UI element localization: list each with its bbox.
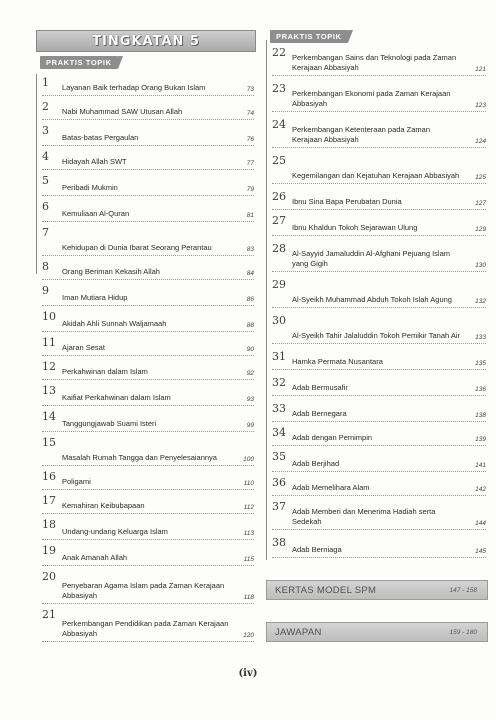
toc-entry-number: 21 (42, 608, 56, 621)
toc-entry-page: 79 (246, 186, 254, 193)
toc-entry[interactable] (42, 410, 254, 432)
toc-entry-number: 37 (272, 500, 286, 513)
toc-entry-number: 25 (272, 154, 286, 167)
toc-entry[interactable] (272, 214, 486, 236)
toc-entry-page: 127 (475, 200, 486, 207)
toc-entry-title: Adab dengan Pemimpin (292, 433, 373, 442)
toc-entry-title: Hamka Permata Nusantara (292, 357, 383, 366)
toc-entry-number: 14 (42, 410, 56, 423)
toc-entry-title: Adab Berjihad (292, 459, 340, 468)
toc-entry[interactable] (42, 100, 254, 120)
toc-entry[interactable] (272, 500, 486, 530)
toc-entry[interactable] (42, 470, 254, 490)
toc-entry-page: 81 (246, 212, 254, 219)
toc-entry-page: 142 (475, 486, 486, 493)
toc-entry-title: Kegemilangan dan Kejatuhan Kerajaan Abbasiyah (292, 171, 460, 180)
toc-entry-title: Al-Syeikh Muhammad Abduh Tokoh Islah Agung (292, 295, 452, 304)
section-kertas-model-spm[interactable] (266, 580, 488, 600)
toc-entry[interactable] (272, 402, 486, 422)
toc-entry-number: 23 (272, 82, 286, 95)
toc-entry-number: 17 (42, 494, 56, 507)
toc-entry-page: 100 (243, 456, 254, 463)
toc-entry-title: Kaifiat Perkahwinan dalam Islam (62, 393, 171, 402)
toc-entry-title: Masalah Rumah Tangga dan Penyelesaiannya (62, 453, 217, 462)
toc-entry-title: Ibnu Khaldun Tokoh Sejarawan Ulung (292, 223, 418, 232)
page-number: (iv) (238, 668, 258, 679)
toc-entry[interactable] (42, 200, 254, 222)
toc-entry-number: 5 (42, 174, 49, 187)
toc-entry[interactable] (272, 376, 486, 396)
toc-entry-number: 36 (272, 476, 286, 489)
toc-entry-number: 33 (272, 402, 286, 415)
toc-entry-page: 130 (475, 262, 486, 269)
toc-entry-page: 90 (246, 346, 254, 353)
toc-entry-page: 112 (243, 504, 254, 511)
praktis-topik-tag-right: PRAKTIS TOPIK (270, 30, 348, 43)
toc-entry-number: 9 (42, 284, 49, 297)
toc-entry-page: 115 (243, 556, 254, 563)
toc-entry-title: Iman Mutiara Hidup (62, 293, 128, 302)
toc-entry-page: 133 (475, 334, 486, 341)
toc-entry-page: 144 (475, 520, 486, 527)
toc-entry-page: 73 (246, 86, 254, 93)
toc-entry[interactable] (272, 536, 486, 558)
toc-entry-title: Hidayah Allah SWT (62, 157, 127, 166)
toc-entry-title: Poligami (62, 477, 91, 486)
toc-entry-page: 74 (246, 110, 254, 117)
toc-entry-page: 138 (475, 412, 486, 419)
toc-entry-page: 139 (475, 436, 486, 443)
toc-entry-number: 1 (42, 76, 49, 89)
toc-entry-page: 123 (475, 102, 486, 109)
banner-title: TINGKATAN 5 (36, 30, 256, 52)
toc-entry-number: 19 (42, 544, 56, 557)
toc-entry-title: Ajaran Sesat (62, 343, 105, 352)
toc-entry-number: 11 (42, 336, 56, 349)
toc-entry-title: Kemuliaan Al-Quran (62, 209, 130, 218)
toc-entry[interactable] (42, 260, 254, 280)
toc-entry-number: 2 (42, 100, 49, 113)
toc-entry-page: 76 (246, 136, 254, 143)
toc-entry-title: Layanan Baik terhadap Orang Bukan Islam (62, 83, 206, 92)
toc-entry[interactable] (272, 118, 486, 148)
toc-entry-title: Kehidupan di Dunia Ibarat Seorang Perantau (62, 243, 212, 252)
toc-entry[interactable] (42, 310, 254, 332)
toc-entry-page: 136 (475, 386, 486, 393)
toc-entry[interactable] (42, 518, 254, 540)
toc-entry-number: 10 (42, 310, 56, 323)
toc-entry-title: Perkahwinan dalam Islam (62, 367, 148, 376)
toc-entry-number: 22 (272, 46, 286, 59)
toc-entry-number: 27 (272, 214, 286, 227)
praktis-topik-tag-left: PRAKTIS TOPIK (40, 56, 118, 69)
toc-entry-title: Adab Memberi dan Menerima Hadiah serta Sedekah (292, 507, 436, 526)
toc-entry-page: 84 (246, 270, 254, 277)
toc-entry-number: 20 (42, 570, 56, 583)
toc-entry-title: Peribadi Mukmin (62, 183, 118, 192)
toc-entry-title: Nabi Muhammad SAW Utusan Allah (62, 107, 183, 116)
toc-entry-page: 135 (475, 360, 486, 367)
toc-entry[interactable] (272, 476, 486, 496)
toc-entry[interactable] (272, 154, 486, 184)
toc-entry-page: 92 (246, 370, 254, 377)
section-label: KERTAS MODEL SPM (275, 584, 377, 596)
toc-entry-page: 88 (246, 322, 254, 329)
toc-entry-number: 3 (42, 124, 49, 137)
section-label: JAWAPAN (275, 626, 322, 638)
toc-entry-page: 118 (243, 594, 254, 601)
toc-entry-number: 34 (272, 426, 286, 439)
left-column-rule (36, 74, 37, 274)
toc-entry-number: 7 (42, 226, 49, 239)
toc-entry-title: Al-Syeikh Tahir Jalaluddin Tokoh Pemikir Tanah Air (292, 331, 461, 340)
toc-entry-number: 30 (272, 314, 286, 327)
toc-entry[interactable] (272, 190, 486, 210)
toc-entry-number: 31 (272, 350, 286, 363)
toc-entry[interactable] (42, 384, 254, 406)
toc-entry-number: 24 (272, 118, 286, 131)
toc-entry[interactable] (42, 608, 254, 642)
section-page-range: 159 - 180 (449, 628, 477, 636)
toc-entry-page: 86 (246, 296, 254, 303)
toc-entry-number: 8 (42, 260, 49, 273)
toc-entry-number: 12 (42, 360, 56, 373)
toc-entry-page: 77 (246, 160, 254, 167)
toc-entry-title: Penyebaran Agama Islam pada Zaman Kerajaan Abbasiyah (62, 581, 225, 600)
toc-entry[interactable] (42, 570, 254, 604)
toc-entry-page: 110 (243, 480, 254, 487)
toc-entry[interactable] (42, 284, 254, 306)
toc-entry-title: Tanggungjawab Suami Isteri (62, 419, 157, 428)
toc-entry-title: Ibnu Sina Bapa Perubatan Dunia (292, 197, 402, 206)
toc-entry-page: 93 (246, 396, 254, 403)
toc-entry-title: Perkembangan Ketenteraan pada Zaman Kerajaan Abbasiyah (292, 125, 431, 144)
toc-entry-title: Akidah Ahli Sunnah Waljamaah (62, 319, 167, 328)
toc-entry-title: Perkembangan Sains dan Teknologi pada Zaman Kerajaan Abbasiyah (292, 53, 457, 72)
toc-entry-page: 83 (246, 246, 254, 253)
toc-entry-page: 124 (475, 138, 486, 145)
toc-entry-page: 120 (243, 632, 254, 639)
toc-entry-number: 29 (272, 278, 286, 291)
toc-entry-page: 132 (475, 298, 486, 305)
toc-entry-page: 113 (243, 530, 254, 537)
toc-entry-number: 13 (42, 384, 56, 397)
toc-entry[interactable] (42, 76, 254, 96)
toc-entry-title: Adab Berniaga (292, 545, 342, 554)
toc-entry-number: 35 (272, 450, 286, 463)
toc-entry[interactable] (272, 450, 486, 472)
toc-entry-number: 38 (272, 536, 286, 549)
toc-entry-title: Batas-batas Pergaulan (62, 133, 139, 142)
toc-entry-title: Perkembangan Pendidikan pada Zaman Kerajaan Abbasiyah (62, 619, 229, 638)
toc-entry-page: 125 (475, 174, 486, 181)
toc-entry-number: 4 (42, 150, 49, 163)
toc-entry-number: 18 (42, 518, 56, 531)
toc-entry-number: 6 (42, 200, 49, 213)
toc-entry[interactable] (42, 544, 254, 566)
toc-entry[interactable] (42, 336, 254, 356)
toc-entry-page: 99 (246, 422, 254, 429)
toc-entry-number: 26 (272, 190, 286, 203)
toc-entry-title: Undang-undang Keluarga Islam (62, 527, 168, 536)
toc-entry[interactable] (42, 436, 254, 466)
toc-entry-number: 16 (42, 470, 56, 483)
toc-entry[interactable] (42, 360, 254, 380)
toc-entry[interactable] (272, 426, 486, 446)
toc-entry-number: 15 (42, 436, 56, 449)
toc-entry[interactable] (272, 242, 486, 272)
toc-entry-title: Adab Bermusafir (292, 383, 348, 392)
toc-entry-title: Adab Bernegara (292, 409, 347, 418)
toc-entry-page: 129 (475, 226, 486, 233)
toc-entry[interactable] (42, 150, 254, 170)
toc-entry[interactable] (272, 314, 486, 344)
toc-entry[interactable] (272, 350, 486, 370)
toc-entry[interactable] (272, 82, 486, 112)
toc-entry-page: 141 (475, 462, 486, 469)
toc-entry-title: Perkembangan Ekonomi pada Zaman Kerajaan Abbasiyah (292, 89, 451, 108)
toc-entry-title: Orang Beriman Kekasih Allah (62, 267, 160, 276)
toc-entry-title: Al-Sayyid Jamaluddin Al-Afghani Pejuang Islam yang Gigih (292, 249, 451, 268)
toc-entry-page: 145 (475, 548, 486, 555)
section-page-range: 147 - 158 (449, 586, 477, 594)
toc-entry[interactable] (42, 226, 254, 256)
toc-entry[interactable] (42, 124, 254, 146)
toc-entry[interactable] (42, 174, 254, 196)
toc-entry[interactable] (42, 494, 254, 514)
toc-entry-page: 121 (475, 66, 486, 73)
toc-entry-title: Anak Amanah Allah (62, 553, 128, 562)
toc-entry-number: 28 (272, 242, 286, 255)
toc-entry-title: Kemahiran Keibubapaan (62, 501, 145, 510)
toc-entry-title: Adab Memelihara Alam (292, 483, 370, 492)
right-column-rule (266, 40, 267, 560)
toc-entry-number: 32 (272, 376, 286, 389)
toc-entry[interactable] (272, 46, 486, 76)
toc-entry[interactable] (272, 278, 486, 308)
section-jawapan[interactable] (266, 622, 488, 642)
